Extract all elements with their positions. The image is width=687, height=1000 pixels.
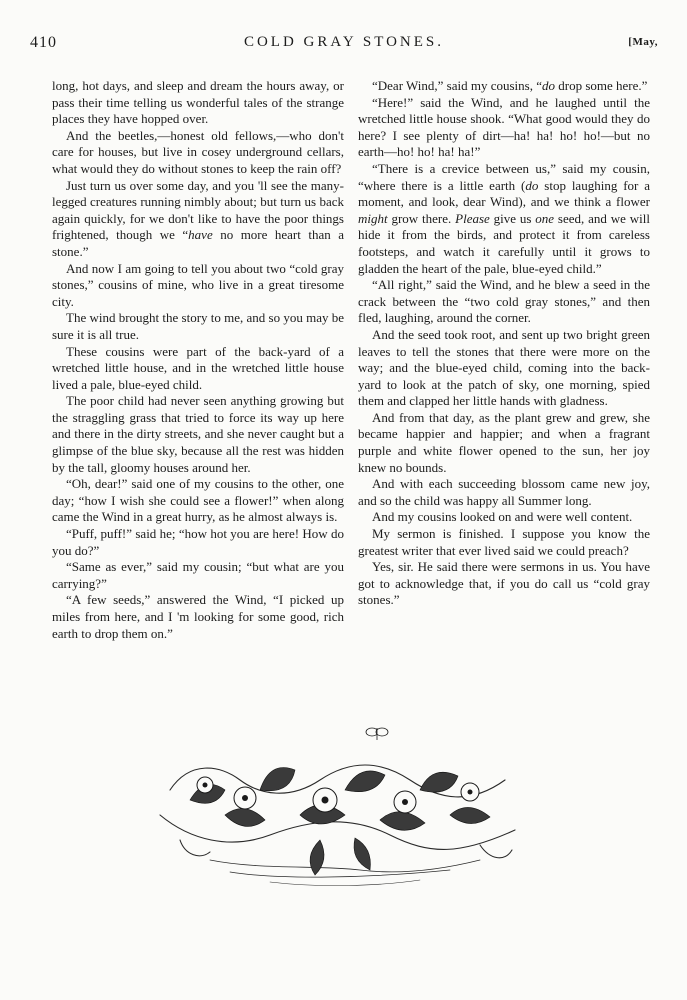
paragraph: These cousins were part of the back-yard of a wretched little house, and in the wretched little house lived a pale, blue-eyed child.	[52, 343, 344, 392]
page-number: 410	[30, 34, 57, 51]
paragraph: And the beetles,—honest old fellows,—who don't care for houses, but live in cosey underground cellars, what would they do without stones to keep the rain off?	[52, 127, 344, 176]
running-month: [May,	[628, 36, 658, 48]
paragraph: And my cousins looked on and were well content.	[372, 509, 633, 525]
paragraph: “Oh, dear!” said one of my cousins to the other, one day; “how I wish she could see a flower!” when along came the Wind in a great hurry, as he almost always is.	[52, 476, 344, 525]
paragraph: My sermon is finished. I suppose you know the greatest writer that ever lived said we could preach?	[358, 526, 650, 558]
paragraph: “Puff, puff!” said he; “how hot you are here! How do you do?”	[52, 526, 344, 558]
paragraph: “There is a crevice between us,” said my cousin, “where there is a little earth (do stop laughing for a moment, and look, dear Wind), and we think a flower might grow there. Please give us one seed, and we will hide it from the birds, and protect it from careless footsteps, and watch it carefully until it grows to gladden the heart of the pale, blue-eyed child.”	[358, 160, 651, 276]
emphasis: might	[358, 210, 388, 226]
paragraph: “All right,” said the Wind, and he blew a seed in the crack between the “two cold gray stones,” and then fled, laughing, around the corner.	[358, 277, 650, 326]
left-column	[52, 78, 344, 642]
paragraph: And from that day, as the plant grew and grew, she became happier and happier; and when a fragrant purple and white flower opened to the sun, her joy knew no bounds.	[358, 409, 650, 475]
paragraph: “Dear Wind,” said my cousins, “do drop some here.”	[372, 78, 648, 93]
running-title: COLD GRAY STONES.	[243, 34, 445, 50]
page-header	[30, 34, 658, 60]
paragraph: “A few seeds,” answered the Wind, “I picked up miles from here, and I 'm looking for some good, rich earth to drop them on.”	[52, 592, 344, 641]
paragraph: And now I am going to tell you about two “cold gray stones,” cousins of mine, who live in a great tiresome city.	[52, 260, 344, 309]
emphasis: one	[535, 210, 555, 226]
paragraph: “Same as ever,” said my cousin; “but what are you carrying?”	[52, 559, 344, 591]
emphasis: do	[542, 78, 555, 93]
emphasis: Please	[455, 210, 490, 226]
paragraph: The wind brought the story to me, and so you may be sure it is all true.	[52, 310, 345, 342]
paragraph: The poor child had never seen anything growing but the straggling grass that tried to force its way up here and there in the dirty streets, and she never caught but a glimpse of the blue sky, because all the rest was hidden by the tall, gloomy houses around her.	[52, 393, 344, 475]
paragraph: “Here!” said the Wind, and he laughed until the wretched little house shook. “What good would they do here? I see plenty of dirt—ha! ha! ho! ho!—but no earth—ho! ho! ha! ha!”	[358, 94, 650, 160]
paragraph: Just turn us over some day, and you 'll see the many-legged creatures running nimbly about; but turn us back again quickly, for we don't like to have the poor things frightened, though we “have no more heart than a stone.”	[52, 177, 344, 259]
floral-ornament-illustration	[150, 720, 525, 890]
emphasis: do	[525, 177, 539, 193]
paragraph: Yes, sir. He said there were sermons in us. You have got to acknowledge that, if you do call us “cold gray stones.”	[358, 559, 650, 608]
paragraph: long, hot days, and sleep and dream the hours away, or pass their time telling us wonderful tales of the strange places they have hopped over.	[52, 78, 344, 127]
paragraph: And the seed took root, and sent up two bright green leaves to tell the stones that there were more on the way; and the blue-eyed child, coming into the back-yard to look at the patch of sky, one morning, spied them and clapped her little hands with gladness.	[358, 326, 650, 409]
right-column	[358, 78, 650, 609]
emphasis: have	[188, 227, 213, 243]
paragraph: And with each succeeding blossom came new joy, and so the child was happy all Summer long.	[358, 476, 650, 508]
